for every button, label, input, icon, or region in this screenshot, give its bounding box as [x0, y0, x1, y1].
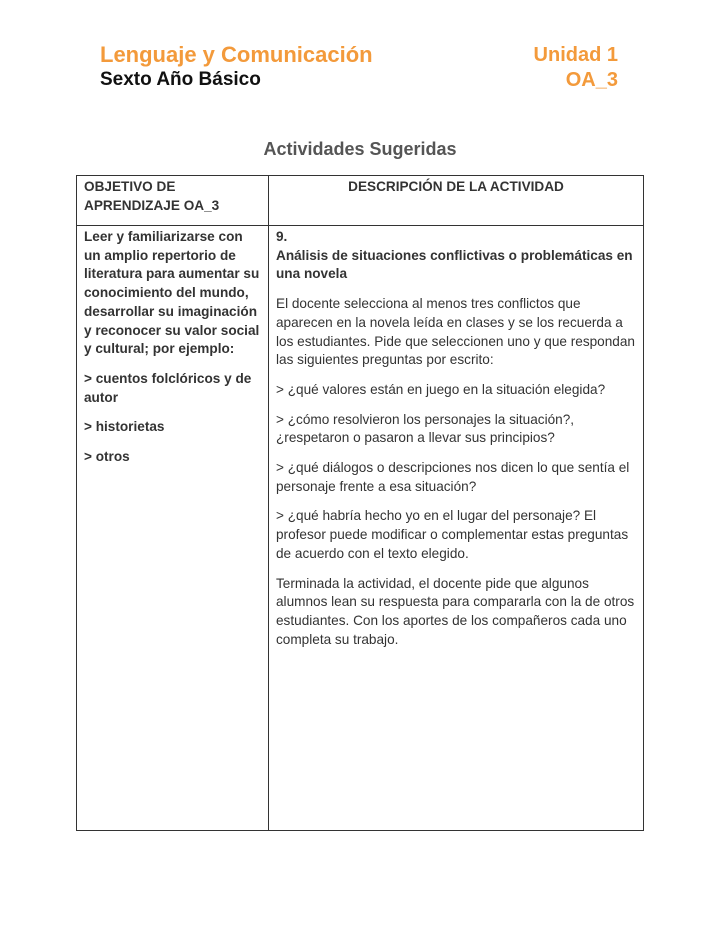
oa-label: OA_3 — [565, 69, 618, 91]
activity-question: > ¿qué valores están en juego en la situación elegida? — [276, 381, 606, 397]
table-row — [77, 226, 644, 831]
activity-intro: El docente selecciona al menos tres conflictos que aparecen en la novela leída en clases y se los recuerda a los estudiantes. Pide que seleccionen uno y que respondan las siguientes preguntas por escrito: — [276, 296, 635, 368]
objective-header: OBJETIVO DE APRENDIZAJE OA_3 — [84, 179, 220, 213]
section-title: Actividades Sugeridas — [263, 139, 457, 159]
grade-level: Sexto Año Básico — [100, 69, 261, 90]
objective-text: Leer y familiarizarse con un amplio repertorio de literatura para aumentar su conocimiento del mundo, desarrollar su imaginación y reconocer su valor social y cultural; por ejemplo: — [84, 229, 260, 357]
activities-table — [76, 175, 644, 831]
activity-closing: Terminada la actividad, el docente pide que algunos alumnos lean su respuesta para compararla con la de otros estudiantes. Con los aportes de los compañeros cada uno completa su trabajo. — [276, 575, 635, 647]
description-cell — [269, 226, 644, 831]
objective-header-cell — [77, 176, 269, 226]
activity-question: > ¿qué habría hecho yo en el lugar del personaje? El profesor puede modificar o complementar estas preguntas de acuerdo con el texto elegido. — [276, 508, 629, 561]
description-header: DESCRIPCIÓN DE LA ACTIVIDAD — [348, 179, 564, 194]
objective-cell — [77, 226, 269, 831]
unit-label: Unidad 1 — [533, 44, 618, 66]
activity-number: 9. — [276, 229, 288, 244]
document-header-right — [534, 42, 618, 92]
activity-title: Análisis de situaciones conflictivas o problemáticas en una novela — [276, 247, 633, 282]
subject-title: Lenguaje y Comunicación — [100, 42, 373, 67]
objective-example: > cuentos folclóricos y de autor — [84, 370, 252, 405]
objective-example: > historietas — [84, 419, 165, 435]
activity-question: > ¿cómo resolvieron los personajes la situación?, ¿respetaron o pasaron a llevar sus principios? — [276, 411, 575, 446]
table-header-row — [77, 176, 644, 226]
description-header-cell — [269, 176, 644, 226]
objective-example: > otros — [84, 449, 130, 465]
document-header-left — [100, 42, 373, 92]
activity-question: > ¿qué diálogos o descripciones nos dicen lo que sentía el personaje frente a esa situación? — [276, 460, 630, 494]
